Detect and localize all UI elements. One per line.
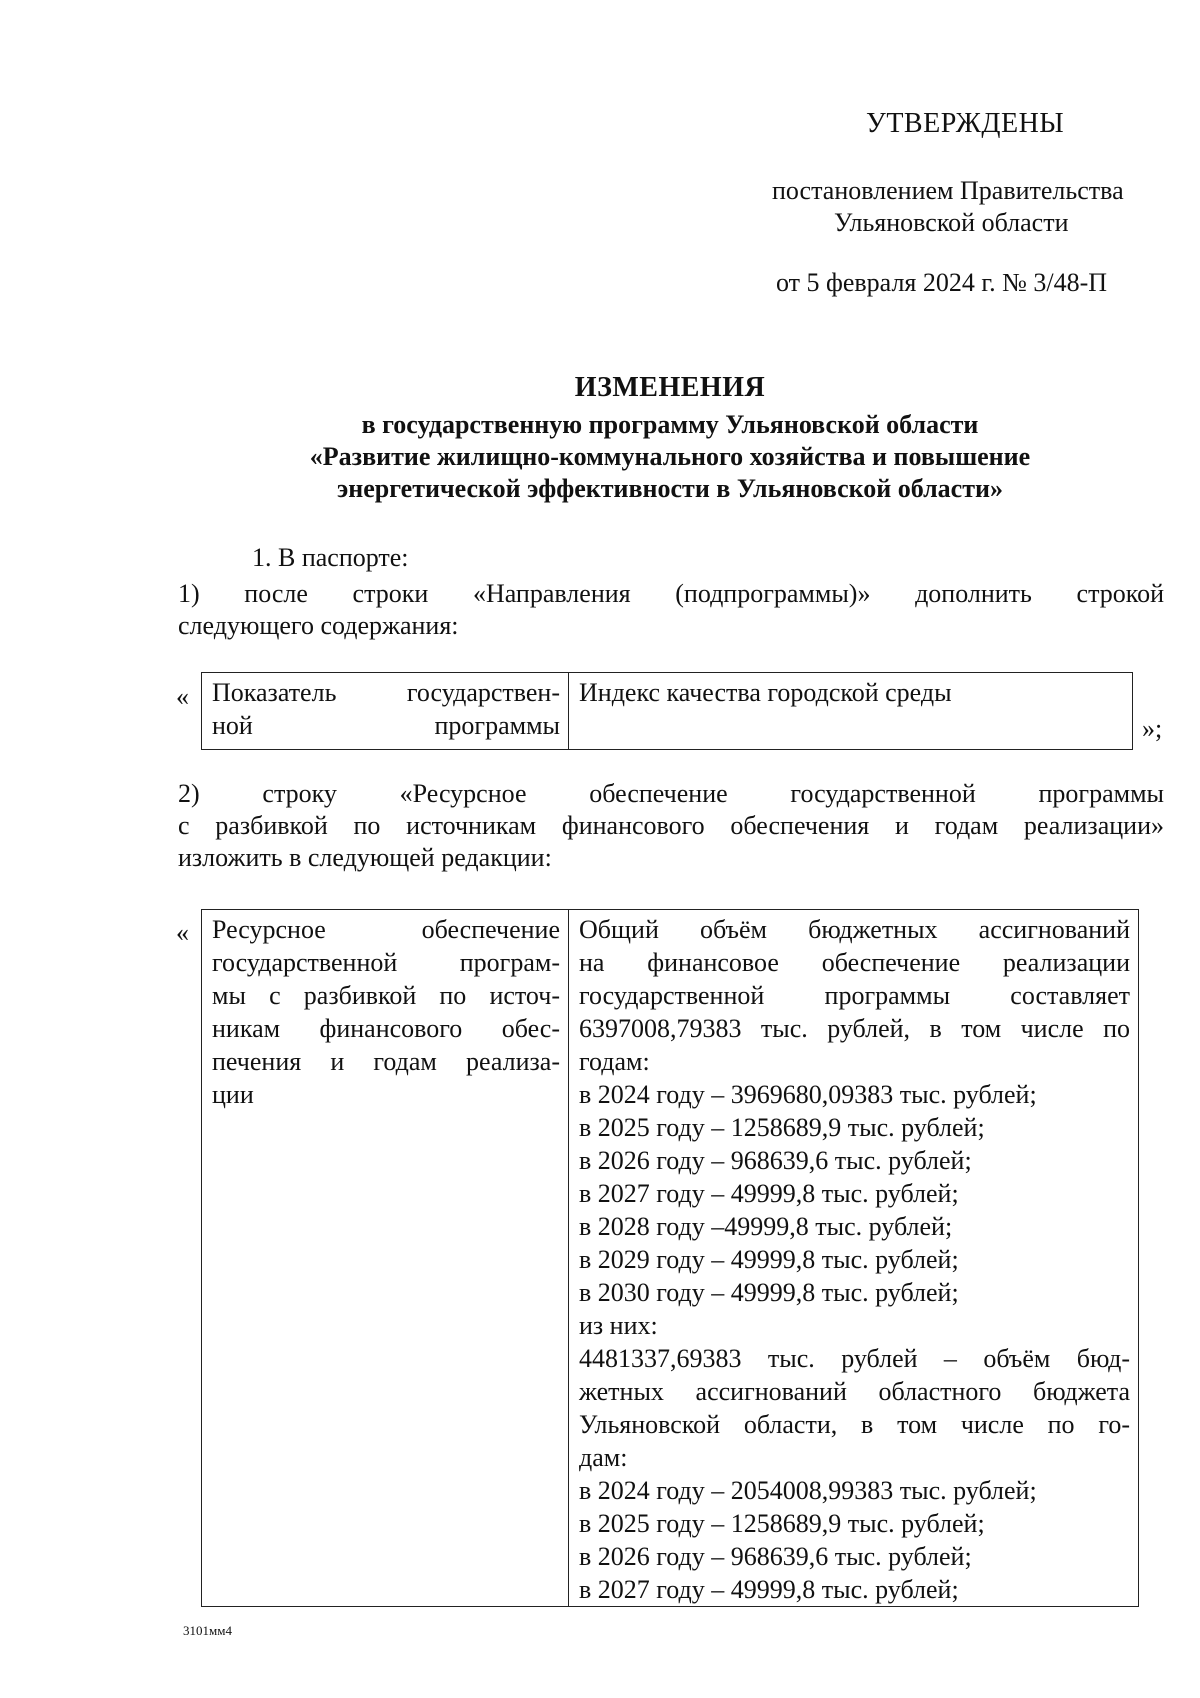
table1-open-quote: « (176, 682, 189, 711)
table2-right-line: в 2027 году – 49999,8 тыс. рублей; (579, 1575, 959, 1604)
table2-right-line: 6397008,79383 тыс. рублей, в том числе по (579, 1014, 1130, 1043)
table2-left-line: никам финансового обес- (212, 1014, 560, 1043)
table2-left-line: Ресурсное обеспечение (212, 915, 560, 944)
table2-left-line: мы с разбивкой по источ- (212, 981, 560, 1010)
table1-close-quote: »; (1142, 714, 1163, 743)
table2-left-line: государственной програм- (212, 948, 560, 977)
table1-right-cell: Индекс качества городской среды (569, 673, 1133, 750)
table2-right-line: дам: (579, 1443, 628, 1472)
decree-line-2: Ульяновской области (834, 208, 1069, 237)
table2-right-line: в 2028 году –49999,8 тыс. рублей; (579, 1212, 953, 1241)
table2-right-line: в 2027 году – 49999,8 тыс. рублей; (579, 1179, 959, 1208)
table2-right-line: в 2025 году – 1258689,9 тыс. рублей; (579, 1509, 985, 1538)
table2-left-cell (202, 910, 569, 1607)
table2-right-line: жетных ассигнований областного бюджета (579, 1377, 1130, 1406)
decree-line-1: постановлением Правительства (772, 176, 1124, 205)
title-line-1: в государственную программу Ульяновской области (361, 410, 979, 439)
table2-right-line: на финансовое обеспечение реализации (579, 948, 1130, 977)
item1-line-1: 1) после строки «Направления (подпрограммы)» дополнить строкой (178, 579, 1164, 608)
table2 (201, 909, 1139, 1607)
table2-right-line: в 2025 году – 1258689,9 тыс. рублей; (579, 1113, 985, 1142)
section-heading: 1. В паспорте: (252, 543, 409, 572)
table2-right-line: в 2029 году – 49999,8 тыс. рублей; (579, 1245, 959, 1274)
table2-left-line: ции (212, 1080, 254, 1109)
table-row (202, 910, 1139, 1607)
table2-right-line: Общий объём бюджетных ассигнований (579, 915, 1130, 944)
item2-line-1: 2) строку «Ресурсное обеспечение государственной программы (178, 779, 1164, 808)
table2-right-cell (569, 910, 1139, 1607)
table2-open-quote: « (176, 918, 189, 947)
approved-label: УТВЕРЖДЕНЫ (866, 108, 1065, 139)
table2-right-line: в 2030 году – 49999,8 тыс. рублей; (579, 1278, 959, 1307)
table2-left-line: печения и годам реализа- (212, 1047, 560, 1076)
table1-left-cell (202, 673, 569, 750)
title-line-2: «Развитие жилищно-коммунального хозяйства и повышение (309, 442, 1031, 471)
table1 (201, 672, 1133, 750)
table2-right-line: в 2026 году – 968639,6 тыс. рублей; (579, 1542, 972, 1571)
table2-right-line: государственной программы составляет (579, 981, 1130, 1010)
table2-right-line: в 2024 году – 3969680,09383 тыс. рублей; (579, 1080, 1037, 1109)
table1-left-line: ной программы (212, 711, 560, 740)
table2-right-line: 4481337,69383 тыс. рублей – объём бюд- (579, 1344, 1130, 1373)
document-code: 3101мм4 (183, 1623, 232, 1638)
table2-right-line: в 2024 году – 2054008,99383 тыс. рублей; (579, 1476, 1037, 1505)
decree-date: от 5 февраля 2024 г. № 3/48-П (776, 268, 1108, 297)
table2-right-line: годам: (579, 1047, 650, 1076)
table2-right-line: из них: (579, 1311, 658, 1340)
title-line-3: энергетической эффективности в Ульяновской области» (337, 474, 1003, 503)
item1-line-2: следующего содержания: (178, 611, 459, 640)
document-title: ИЗМЕНЕНИЯ (574, 372, 766, 403)
table-row (202, 673, 1133, 750)
table2-right-line: Ульяновской области, в том числе по го- (579, 1410, 1130, 1439)
item2-line-2: с разбивкой по источникам финансового обеспечения и годам реализации» (178, 811, 1164, 840)
table1-left-line: Показатель государствен- (212, 678, 560, 707)
item2-line-3: изложить в следующей редакции: (178, 843, 552, 872)
table2-right-line: в 2026 году – 968639,6 тыс. рублей; (579, 1146, 972, 1175)
